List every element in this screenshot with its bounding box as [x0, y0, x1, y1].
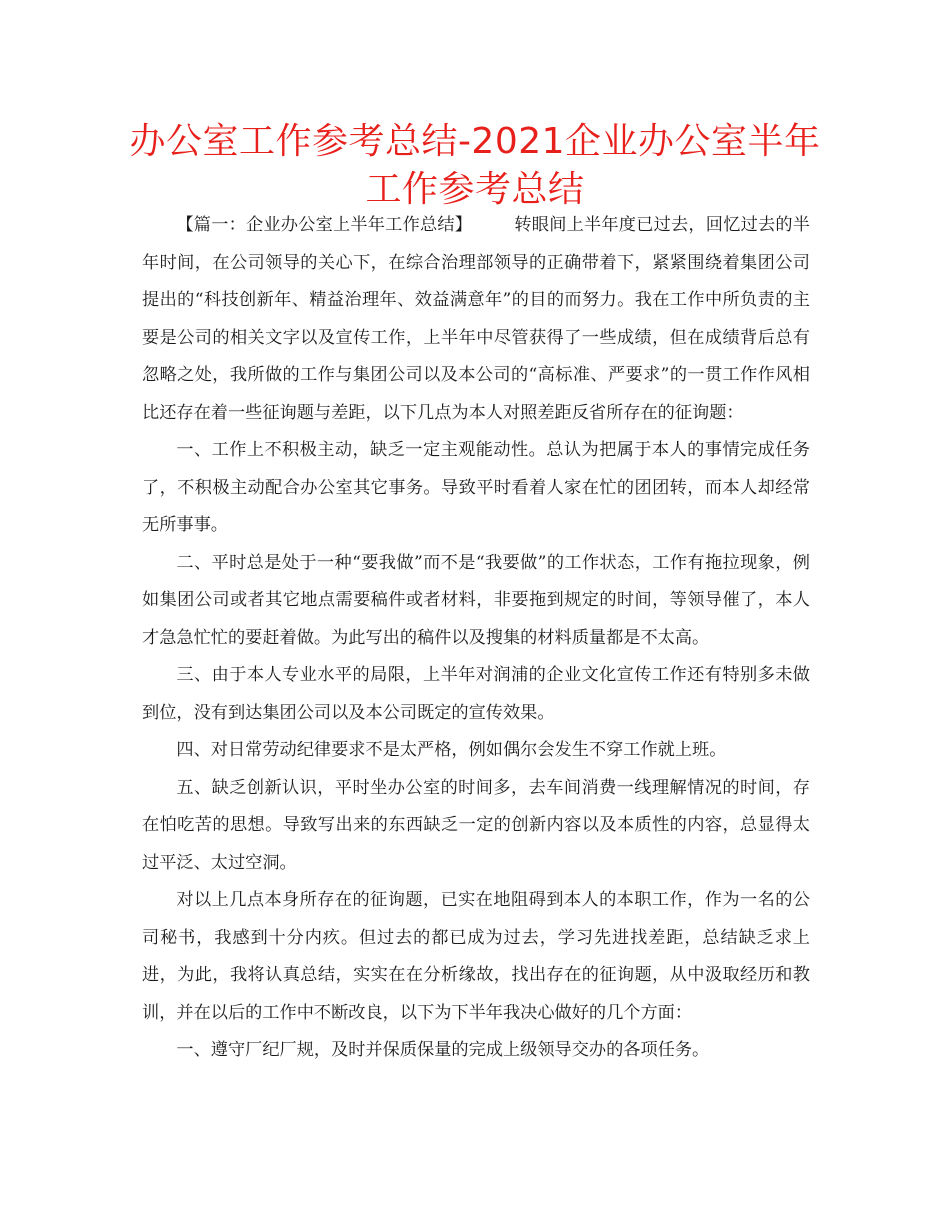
- paragraph: 一、遵守厂纪厂规，及时并保质保量的完成上级领导交办的各项任务。: [176, 1040, 710, 1060]
- paragraph-intro: [142, 207, 810, 432]
- paragraph: 三、由于本人专业水平的局限，上半年对润浦的企业文化宣传工作还有特别多未做到位，没有到达集团公司以及本公司既定的宣传效果。: [142, 665, 810, 723]
- paragraph: 五、缺乏创新认识，平时坐办公室的时间多，去车间消费一线理解情况的时间，存在怕吃苦的思想。导致写出来的东西缺乏一定的创新内容以及本质性的内容，总显得太过平泛、太过空洞。: [142, 777, 810, 873]
- section-heading: 【篇一：企业办公室上半年工作总结】: [176, 215, 473, 235]
- paragraph: 对以上几点本身所存在的征询题，已实在地阻碍到本人的本职工作，作为一名的公司秘书，我感到十分内疚。但过去的都已成为过去，学习先进找差距，总结缺乏求上进，为此，我将认真总结，实实在在分析缘故，找出存在的征询题，从中汲取经历和教训，并在以后的工作中不断改良，以下为下半年我决心做好的几个方面：: [142, 890, 810, 1023]
- document-body: [142, 207, 810, 1070]
- paragraph: 一、工作上不积极主动，缺乏一定主观能动性。总认为把属于本人的事情完成任务了，不积极主动配合办公室其它事务。导致平时看着人家在忙的团团转，而本人却经常无所事事。: [142, 440, 810, 535]
- paragraph: 四、对日常劳动纪律要求不是太严格，例如偶尔会发生不穿工作就上班。: [176, 740, 727, 760]
- document-title: 办公室工作参考总结-2021企业办公室半年工作参考总结: [129, 121, 821, 210]
- paragraph-text: 转眼间上半年度已过去，回忆过去的半年时间，在公司领导的关心下，在综合治理部领导的正确带着下，紧紧围绕着集团公司提出的“科技创新年、精益治理年、效益满意年”的目的而努力。我在工作中所负责的主要是公司的相关文字以及宣传工作，上半年中尽管获得了一些成绩，但在成绩背后总有忽略之处，我所做的工作与集团公司以及本公司的“高标准、严要求”的一贯工作作风相比还存在着一些征询题与差距，以下几点为本人对照差距反省所存在的征询题：: [142, 215, 810, 423]
- paragraph: 二、平时总是处于一种“要我做”而不是“我要做”的工作状态，工作有拖拉现象，例如集团公司或者其它地点需要稿件或者材料，非要拖到规定的时间，等领导催了，本人才急急忙忙的要赶着做。为此写出的稿件以及搜集的材料质量都是不太高。: [142, 552, 810, 648]
